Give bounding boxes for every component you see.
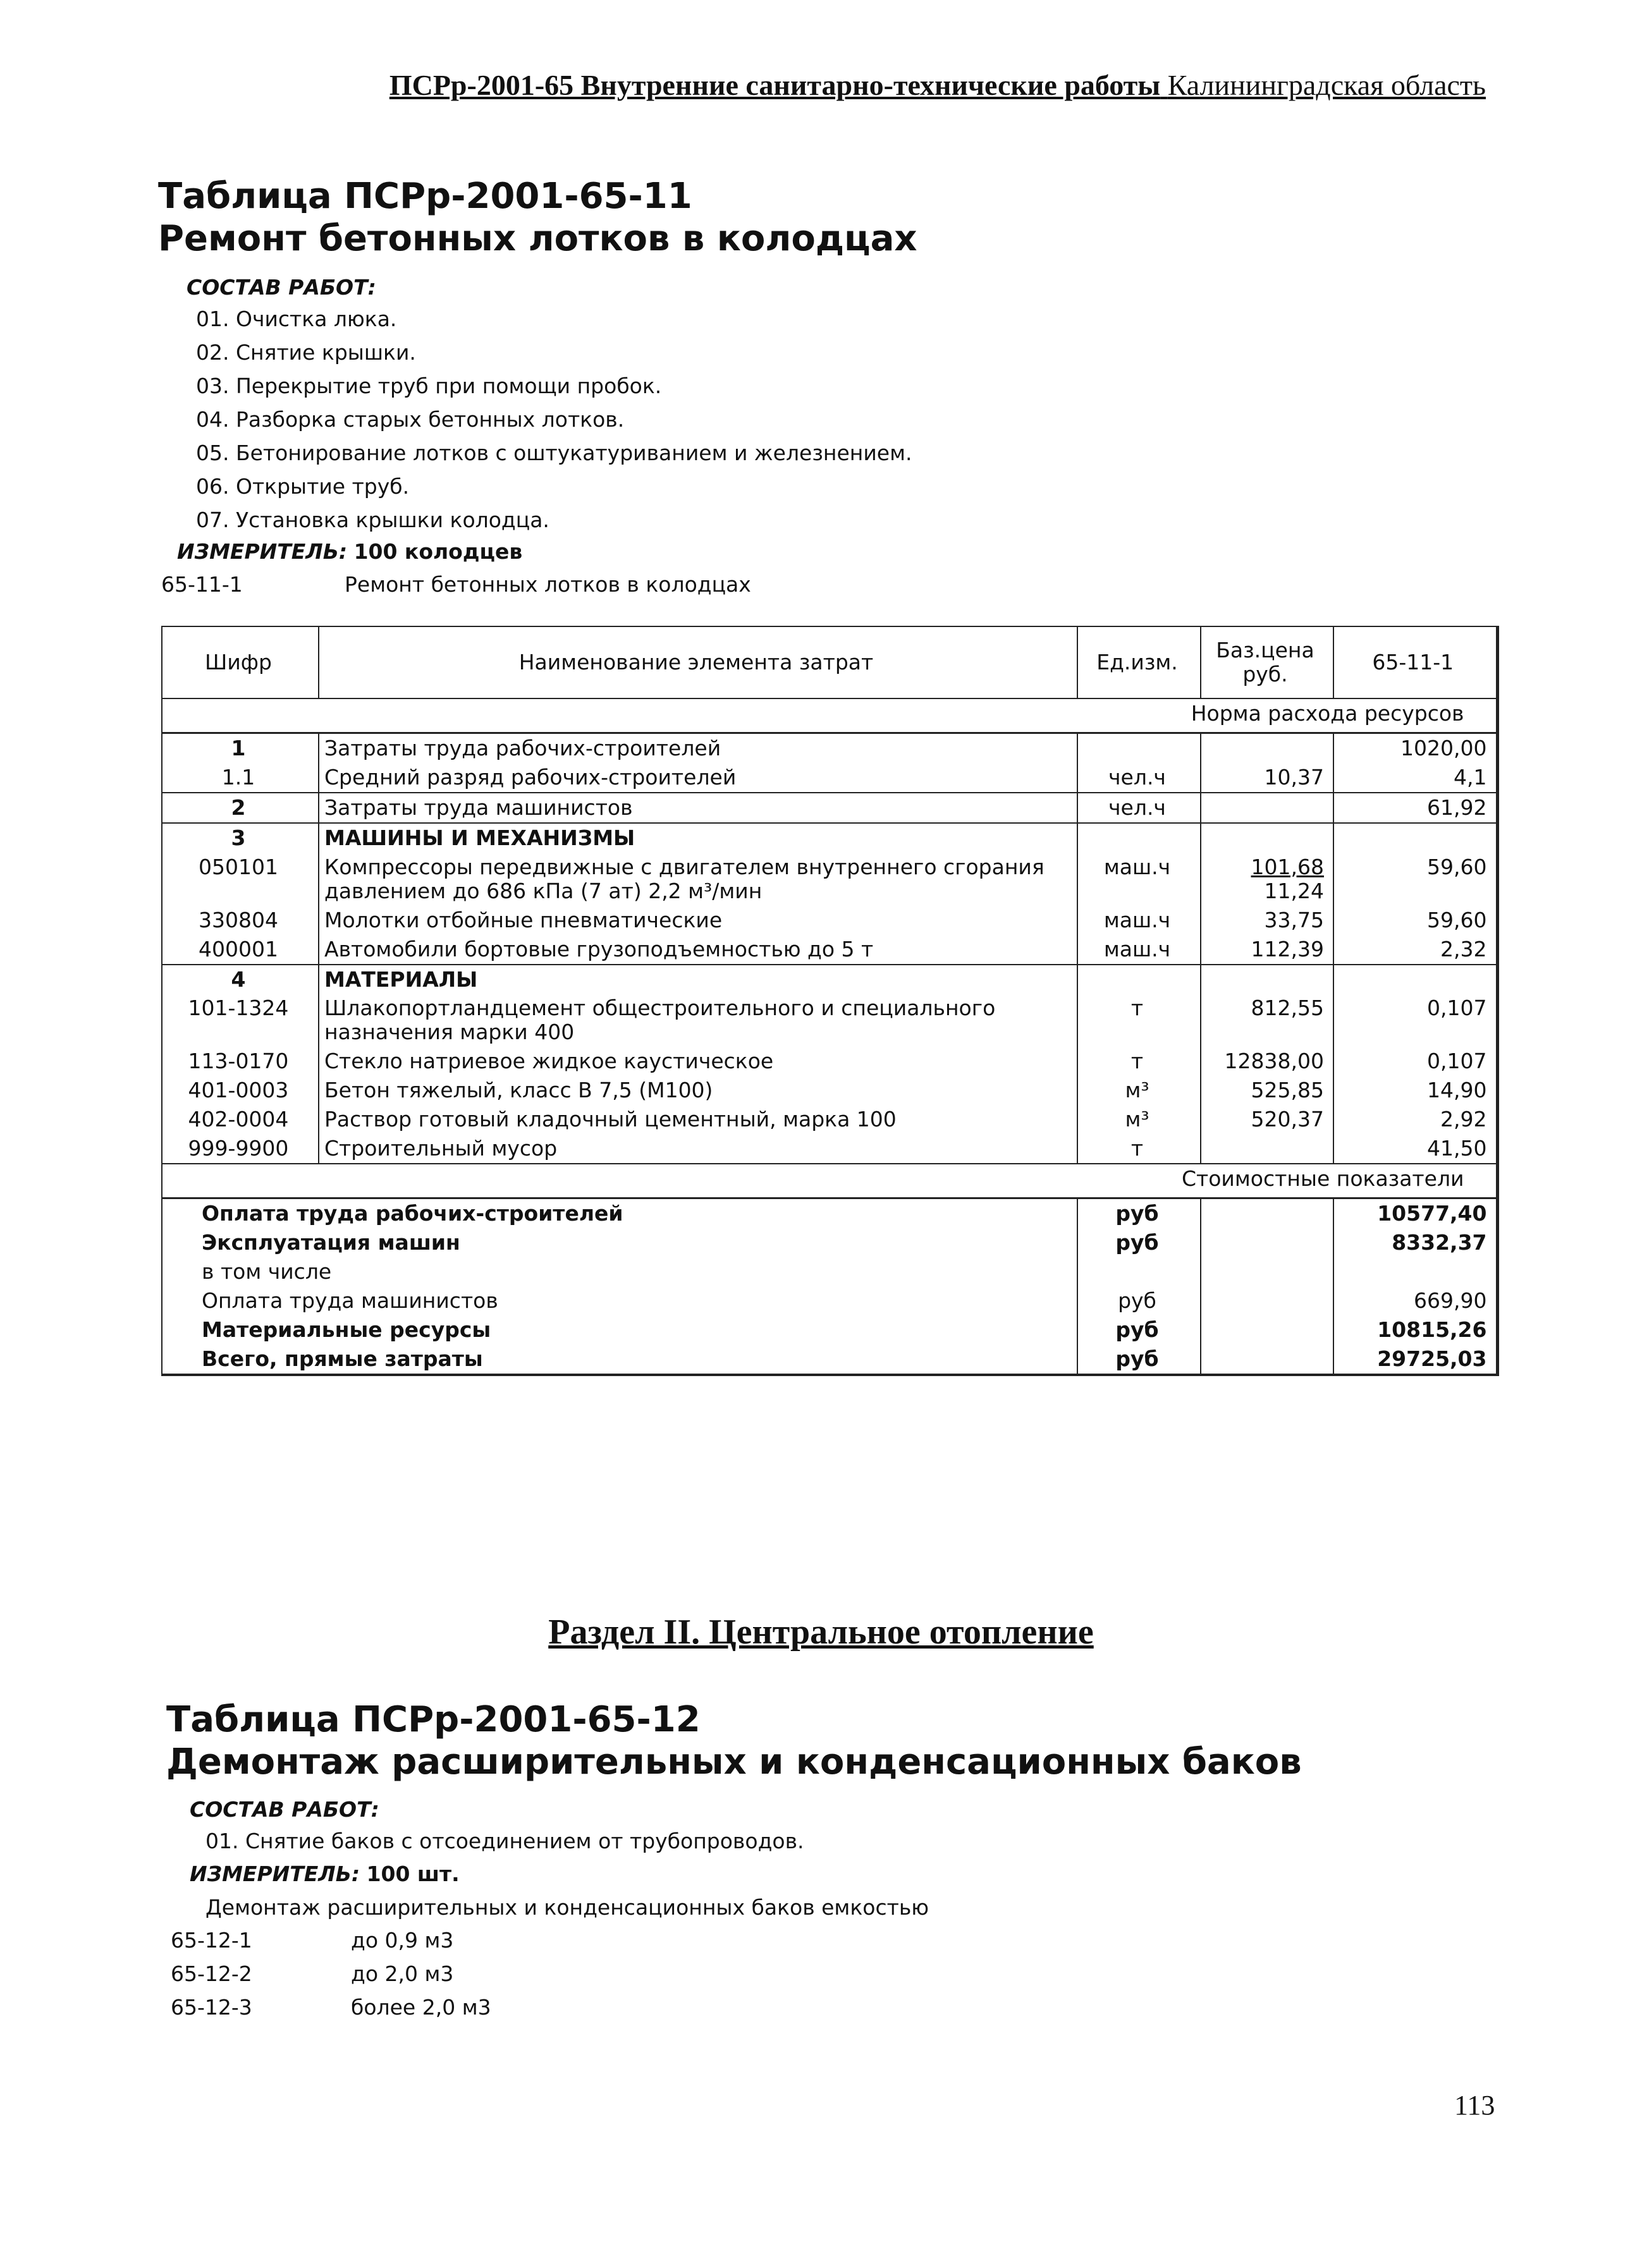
row-price [1201,853,1333,906]
work-composition-label: СОСТАВ РАБОТ: [187,275,376,300]
row-name: Строительный мусор [319,1134,1077,1164]
row-unit: чел.ч [1077,793,1201,823]
row-name: Затраты труда рабочих-строителей [319,733,1077,763]
row-value: 0,107 [1333,994,1497,1047]
measure-label: ИЗМЕРИТЕЛЬ: [190,1862,360,1886]
row-code: 402-0004 [162,1105,319,1134]
cost-row [162,1257,1497,1286]
cost-price-cell [1201,1344,1333,1375]
code-desc: до 2,0 м3 [351,1961,454,1986]
cost-value [1333,1257,1497,1286]
row-value: 2,32 [1333,935,1497,965]
table-row [162,994,1497,1047]
row-code: 050101 [162,853,319,906]
cost-label: Оплата труда рабочих-строителей [162,1198,1077,1228]
table-12-title: Таблица ПСРр-2001-65-12 [166,1699,701,1740]
row-price [1201,965,1333,994]
table-row [162,733,1497,763]
cost-unit: руб [1077,1344,1201,1375]
header-column: 65-11-1 [1333,626,1497,698]
cost-label: Эксплуатация машин [162,1228,1077,1257]
row-code: 400001 [162,935,319,965]
cost-unit: руб [1077,1198,1201,1228]
cost-row [162,1228,1497,1257]
resource-table [161,626,1499,1376]
work-composition-label: СОСТАВ РАБОТ: [190,1797,379,1822]
table-row [162,1134,1497,1164]
code-id: 65-12-1 [171,1928,252,1953]
norm-title: Норма расхода ресурсов [162,698,1497,733]
cost-label: в том числе [162,1257,1077,1286]
row-code: 4 [162,965,319,994]
row-name: Стекло натриевое жидкое каустическое [319,1047,1077,1076]
row-code: 3 [162,823,319,853]
work-item: 05. Бетонирование лотков с оштукатуриванием и железнением. [196,441,912,465]
row-code: 1.1 [162,763,319,793]
row-price: 812,55 [1201,994,1333,1047]
header-unit: Ед.изм. [1077,626,1201,698]
row-code: 330804 [162,906,319,935]
cost-label: Оплата труда машинистов [162,1286,1077,1315]
row-unit: м³ [1077,1076,1201,1105]
row-code: 999-9900 [162,1134,319,1164]
table-row [162,853,1497,906]
codes-description: Демонтаж расширительных и конденсационных баков емкостью [205,1895,929,1920]
measure-line [177,539,522,564]
cost-price-cell [1201,1228,1333,1257]
row-price [1201,823,1333,853]
row-value: 61,92 [1333,793,1497,823]
cost-value: 10815,26 [1333,1315,1497,1344]
table-code: 65-11-1 [161,572,243,597]
work-item: 07. Установка крышки колодца. [196,508,549,532]
table-11-subtitle: Ремонт бетонных лотков в колодцах [158,218,917,259]
row-name: Бетон тяжелый, класс В 7,5 (М100) [319,1076,1077,1105]
row-name: Шлакопортландцемент общестроительного и специального назначения марки 400 [319,994,1077,1047]
row-code: 101-1324 [162,994,319,1047]
cost-value: 10577,40 [1333,1198,1497,1228]
row-name: Затраты труда машинистов [319,793,1077,823]
table-row [162,763,1497,793]
cost-value: 669,90 [1333,1286,1497,1315]
measure-value: 100 шт. [366,1862,460,1886]
header-region: Калининградская область [1167,69,1486,101]
row-unit: маш.ч [1077,906,1201,935]
row-value: 14,90 [1333,1076,1497,1105]
cost-unit: руб [1077,1315,1201,1344]
table-row [162,823,1497,853]
row-unit: маш.ч [1077,935,1201,965]
row-unit: м³ [1077,1105,1201,1134]
row-price: 33,75 [1201,906,1333,935]
row-price: 10,37 [1201,763,1333,793]
row-name: Автомобили бортовые грузоподъемностью до 5 т [319,935,1077,965]
norm-title-row [162,698,1497,733]
cost-unit: руб [1077,1286,1201,1315]
measure-value: 100 колодцев [353,539,523,564]
cost-price-cell [1201,1286,1333,1315]
row-unit [1077,965,1201,994]
row-unit: чел.ч [1077,763,1201,793]
cost-row [162,1315,1497,1344]
row-name: МАТЕРИАЛЫ [319,965,1077,994]
row-value [1333,823,1497,853]
cost-title: Стоимостные показатели [162,1164,1497,1198]
table-row [162,906,1497,935]
cost-label: Всего, прямые затраты [162,1344,1077,1375]
cost-unit [1077,1257,1201,1286]
row-name: МАШИНЫ И МЕХАНИЗМЫ [319,823,1077,853]
cost-row [162,1344,1497,1375]
row-value: 59,60 [1333,853,1497,906]
cost-title-row [162,1164,1497,1198]
row-unit: т [1077,994,1201,1047]
cost-price-cell [1201,1257,1333,1286]
table-row [162,1047,1497,1076]
row-code: 1 [162,733,319,763]
table-11-title: Таблица ПСРр-2001-65-11 [158,176,692,217]
running-header [0,68,1486,102]
row-value: 0,107 [1333,1047,1497,1076]
row-price-secondary: 11,24 [1264,878,1324,903]
table-row [162,965,1497,994]
row-unit [1077,823,1201,853]
row-name: Раствор готовый кладочный цементный, марка 100 [319,1105,1077,1134]
measure-label: ИЗМЕРИТЕЛЬ: [177,539,348,564]
code-id: 65-12-2 [171,1961,252,1986]
code-id: 65-12-3 [171,1995,252,2020]
cost-value: 29725,03 [1333,1344,1497,1375]
row-value: 1020,00 [1333,733,1497,763]
table-row [162,1105,1497,1134]
table-code-description: Ремонт бетонных лотков в колодцах [345,572,751,597]
cost-row [162,1198,1497,1228]
row-code: 113-0170 [162,1047,319,1076]
row-value: 2,92 [1333,1105,1497,1134]
work-item: 01. Снятие баков с отсоединением от трубопроводов. [205,1829,804,1853]
table-12-subtitle: Демонтаж расширительных и конденсационных баков [166,1741,1302,1783]
table-header-row [162,626,1497,698]
table-row [162,1076,1497,1105]
header-code: Шифр [162,626,319,698]
row-price [1201,733,1333,763]
measure-line [190,1862,460,1886]
code-desc: более 2,0 м3 [351,1995,491,2020]
row-price-primary: 101,68 [1251,854,1324,879]
table-row [162,935,1497,965]
row-price: 525,85 [1201,1076,1333,1105]
work-item: 04. Разборка старых бетонных лотков. [196,407,625,432]
table-row [162,793,1497,823]
work-item: 03. Перекрытие труб при помощи пробок. [196,374,662,398]
row-price [1201,1134,1333,1164]
row-name: Молотки отбойные пневматические [319,906,1077,935]
row-value: 41,50 [1333,1134,1497,1164]
row-name: Компрессоры передвижные с двигателем внутреннего сгорания давлением до 686 кПа (7 ат) 2,2 м³/мин [319,853,1077,906]
cost-value: 8332,37 [1333,1228,1497,1257]
row-unit: т [1077,1134,1201,1164]
cost-unit: руб [1077,1228,1201,1257]
cost-row [162,1286,1497,1315]
work-item: 02. Снятие крышки. [196,340,416,365]
cost-label: Материальные ресурсы [162,1315,1077,1344]
row-code: 401-0003 [162,1076,319,1105]
row-price: 12838,00 [1201,1047,1333,1076]
row-value: 59,60 [1333,906,1497,935]
header-price: Баз.цена руб. [1201,626,1333,698]
row-price [1201,793,1333,823]
work-item: 06. Открытие труб. [196,474,410,499]
row-code: 2 [162,793,319,823]
page-number: 113 [1454,2090,1495,2121]
row-price: 112,39 [1201,935,1333,965]
header-code-title: ПСРр-2001-65 Внутренние санитарно-технические работы [389,69,1161,101]
row-unit [1077,733,1201,763]
row-value: 4,1 [1333,763,1497,793]
section-title: Раздел II. Центральное отопление [548,1613,1094,1652]
row-unit: маш.ч [1077,853,1201,906]
row-unit: т [1077,1047,1201,1076]
row-name: Средний разряд рабочих-строителей [319,763,1077,793]
cost-price-cell [1201,1198,1333,1228]
cost-price-cell [1201,1315,1333,1344]
header-name: Наименование элемента затрат [319,626,1077,698]
work-item: 01. Очистка люка. [196,307,397,331]
row-price: 520,37 [1201,1105,1333,1134]
row-value [1333,965,1497,994]
code-desc: до 0,9 м3 [351,1928,454,1953]
